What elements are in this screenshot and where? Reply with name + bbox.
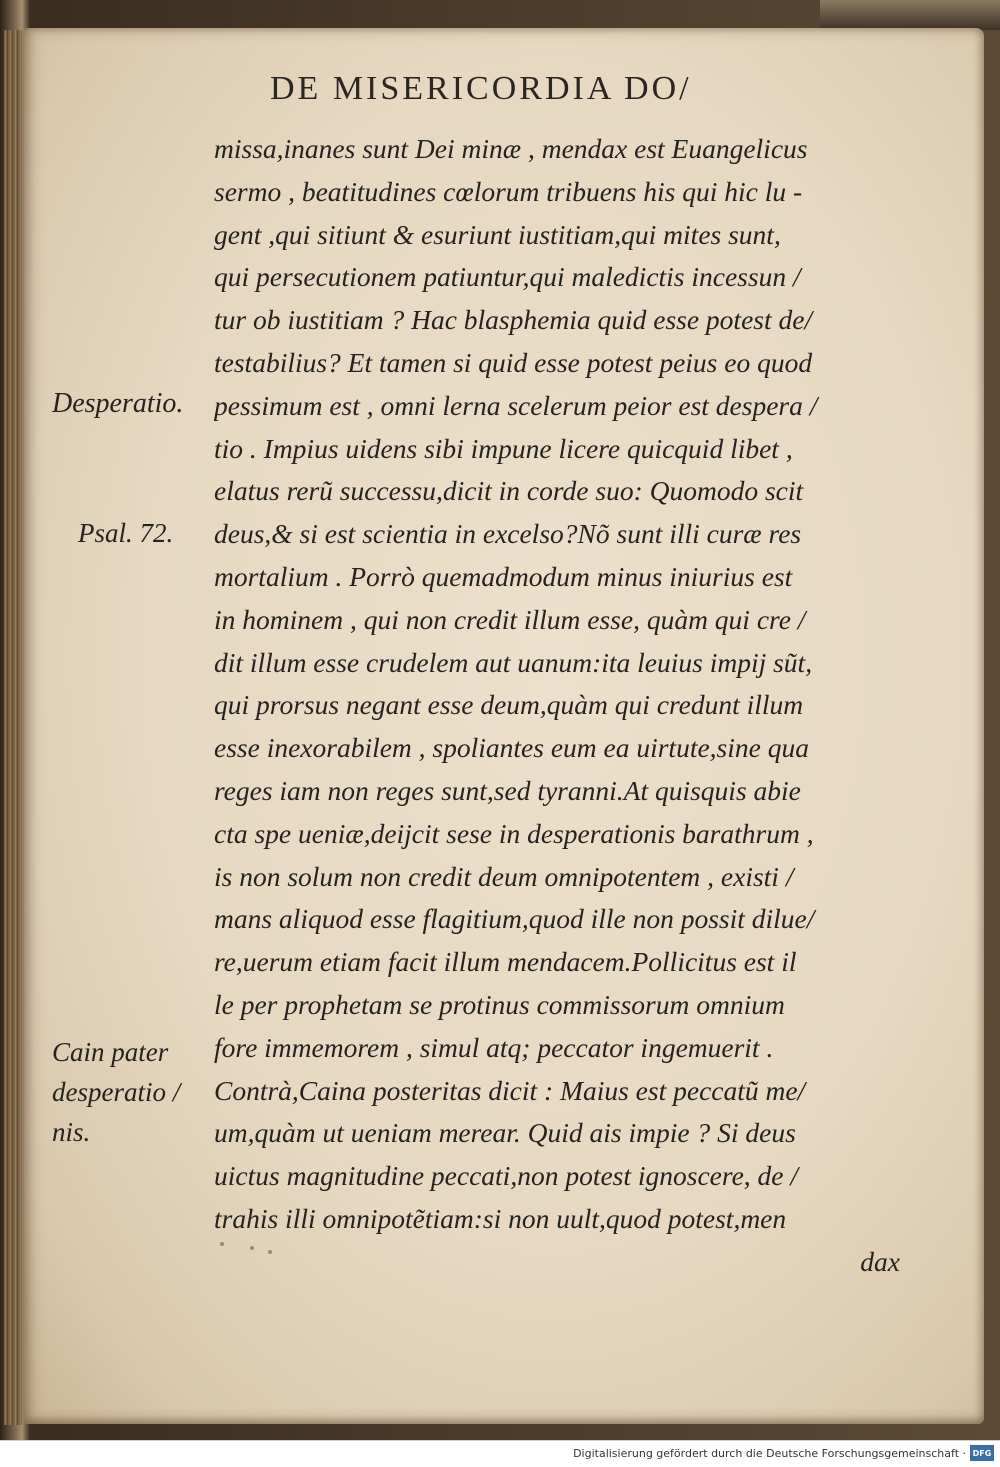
footer-bar — [0, 1440, 1000, 1467]
text-line: deus,& si est scientia in excelso?Nõ sunt illi curæ res — [214, 518, 802, 550]
text-line: fore immemorem , simul atq; peccator ingemuerit . — [214, 1031, 774, 1063]
binding-shadow — [820, 0, 1000, 30]
text-line: Contrà,Caina posteritas dicit : Maius est peccatũ me/ — [214, 1074, 806, 1106]
text-line: missa,inanes sunt Dei minæ , mendax est Euangelicus — [214, 133, 808, 164]
text-line: testabilius? Et tamen si quid esse potest peius eo quod — [214, 346, 813, 378]
text-line: mortalium . Porrò quemadmodum minus iniurius est — [214, 560, 793, 592]
text-line: qui prorsus negant esse deum,quàm qui credunt illum — [214, 689, 804, 721]
text-line: uictus magnitudine peccati,non potest ignoscere, de / — [214, 1160, 798, 1192]
text-line: elatus rerũ successu,dicit in corde suo: Quomodo scit — [214, 475, 804, 507]
text-line: trahis illi omnipotẽtiam:si non uult,quod potest,men — [214, 1202, 787, 1234]
text-line: dit illum esse crudelem aut uanum:ita leuius impij sũt, — [214, 646, 813, 678]
text-line: esse inexorabilem , spoliantes eum ea uirtute,sine qua — [214, 732, 809, 764]
text-line: tio . Impius uidens sibi impune licere quicquid libet , — [214, 432, 793, 464]
text-line: pessimum est , omni lerna scelerum peior est despera / — [214, 389, 818, 421]
text-line: mans aliquod esse flagitium,quod ille non possit dilue/ — [214, 903, 815, 935]
text-line: sermo , beatitudines cœlorum tribuens his qui hic lu - — [214, 175, 803, 207]
margin-note-cain-2: desperatio / — [52, 1077, 181, 1107]
funding-credit: Digitalisierung gefördert durch die Deutsche Forschungsgemeinschaft · — [573, 1447, 966, 1460]
running-header: DE MISERICORDIA DO/ — [270, 70, 692, 107]
margin-note-cain-1: Cain pater — [52, 1037, 169, 1067]
text-line: gent ,qui sitiunt & esuriunt iustitiam,qui mites sunt, — [214, 218, 781, 250]
margin-note-desperatio: Desperatio. — [52, 388, 184, 419]
main-text — [214, 128, 914, 1284]
text-line: tur ob iustitiam ? Hac blasphemia quid esse potest de/ — [214, 304, 813, 336]
margin-note-psalm: Psal. 72. — [78, 518, 174, 548]
text-line: um,quàm ut ueniam merear. Quid ais impie ? Si deus — [214, 1117, 796, 1149]
dfg-logo-icon[interactable]: DFG — [970, 1445, 994, 1461]
catchword: dax — [860, 1245, 900, 1277]
text-line: is non solum non credit deum omnipotentem , existi / — [214, 860, 794, 892]
text-line: reges iam non reges sunt,sed tyranni.At quisquis abie — [214, 774, 801, 806]
text-line: qui persecutionem patiuntur,qui maledictis incessun / — [214, 261, 801, 293]
text-line: re,uerum etiam facit illum mendacem.Pollicitus est il — [214, 946, 797, 978]
text-line: le per prophetam se protinus commissorum omnium — [214, 988, 785, 1020]
page-edges — [4, 30, 22, 1425]
margin-note-cain-3: nis. — [52, 1117, 91, 1147]
text-line: in hominem , qui non credit illum esse, quàm qui cre / — [214, 603, 806, 635]
text-line: cta spe ueniæ,deijcit sese in desperationis barathrum , — [214, 817, 814, 849]
